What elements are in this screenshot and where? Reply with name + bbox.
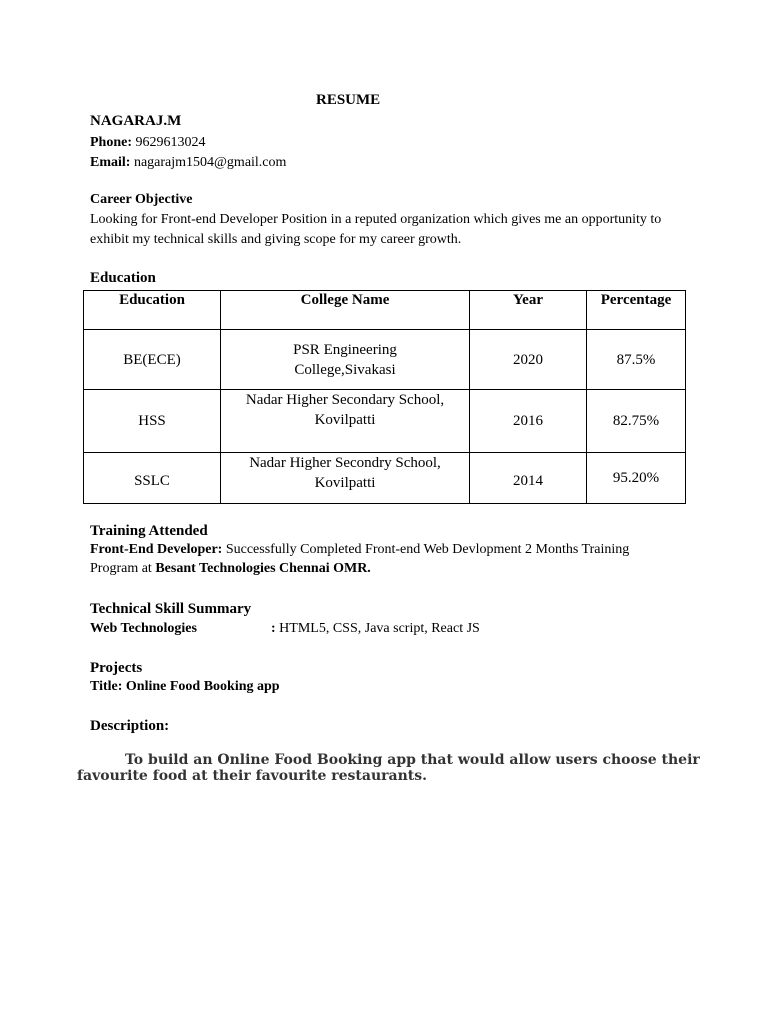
education-cell: SSLC [84,453,221,504]
college-line: Kovilpatti [314,412,376,428]
skills-separator: : [271,621,276,636]
training-heading: Training Attended [90,523,208,539]
column-header: College Name [221,291,470,330]
year-cell: 2016 [470,390,587,453]
education-table [83,290,686,504]
phone-value: 9629613024 [135,135,206,150]
skills-label: Web Technologies [90,621,197,636]
phone-label: Phone: [90,135,132,150]
skills-value: HTML5, CSS, Java script, React JS [279,621,480,636]
training-line-1 [90,542,629,558]
career-heading: Career Objective [90,192,193,207]
college-line: PSR Engineering [293,341,397,358]
career-text: Looking for Front-end Developer Position in a reputed organization which gives me an opportunity to exhibit my technical skills and giving scope for my career growth. [90,212,662,247]
document-title: RESUME [316,92,381,108]
email-label: Email: [90,155,131,170]
description-text [77,752,705,784]
training-program-prefix: Program at [90,561,152,576]
column-header: Education [84,291,221,330]
training-institute: Besant Technologies Chennai OMR. [155,561,371,576]
college-line: Nadar Higher Secondry School, [249,455,441,471]
project-title: Title: Online Food Booking app [90,679,280,694]
year-cell: 2020 [470,330,587,390]
training-line-2 [90,561,371,577]
percentage-cell: 87.5% [587,330,686,390]
percentage-cell: 82.75% [587,390,686,453]
table-row [84,330,686,390]
table-header-row [84,291,686,330]
projects-heading: Projects [90,660,143,676]
description-heading: Description: [90,718,170,734]
education-cell: HSS [84,390,221,453]
description-body: To build an Online Food Booking app that would allow users choose their favourite food at their favourite restaurants. [77,752,700,784]
year-cell: 2014 [470,453,587,504]
education-cell: BE(ECE) [84,330,221,390]
table-row [84,390,686,453]
skills-heading: Technical Skill Summary [90,601,252,617]
education-heading: Education [90,270,156,286]
email-value: nagarajm1504@gmail.com [133,155,287,170]
phone-line [90,135,206,151]
percentage-cell: 95.20% [587,453,686,504]
skills-value-line [271,621,480,637]
college-line: College,Sivakasi [294,361,396,378]
candidate-name: NAGARAJ.M [90,113,182,129]
college-cell [221,453,470,504]
college-cell [221,390,470,453]
college-cell [221,330,470,390]
college-line: Kovilpatti [314,475,376,491]
column-header: Percentage [587,291,686,330]
email-line [90,155,286,171]
column-header: Year [470,291,587,330]
college-line: Nadar Higher Secondary School, [245,392,445,408]
training-label: Front-End Developer: [90,542,223,557]
table-row [84,453,686,504]
training-text: Successfully Completed Front-end Web Devlopment 2 Months Training [225,542,630,557]
